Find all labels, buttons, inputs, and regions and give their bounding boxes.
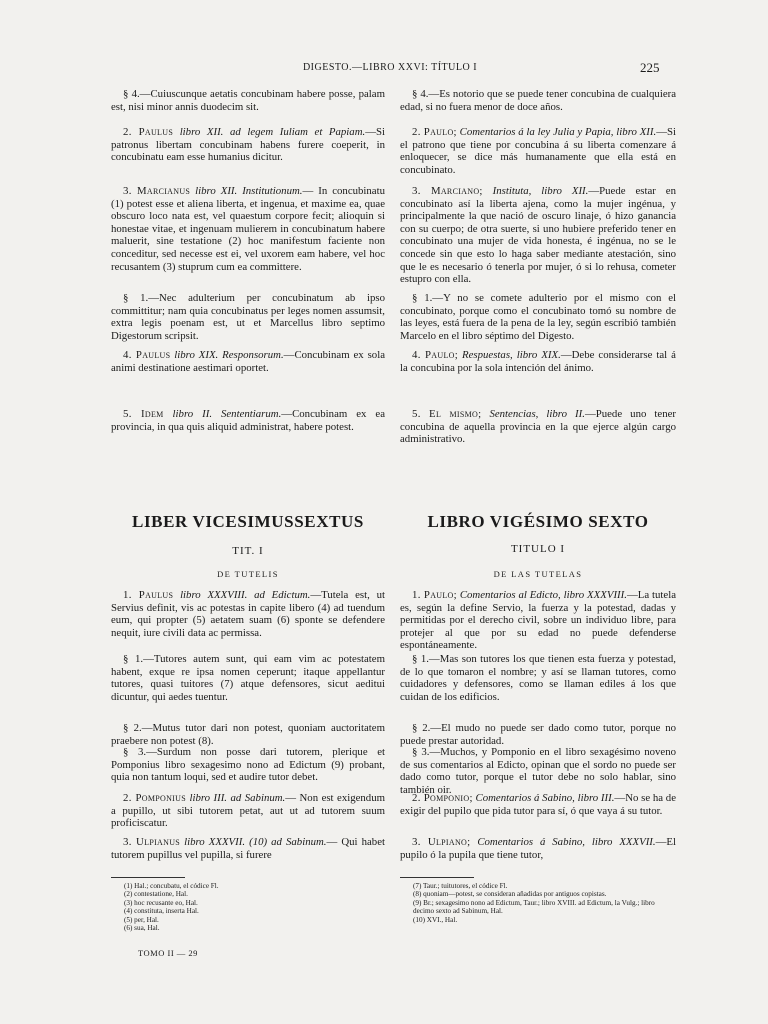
spanish-paragraph: 3. Marciano; Instituta, libro XII.—Puede estar en concubinato así la liberta ajena, como la mujer ingénua, y principalmente la que nació de oscuro linaje, ó hizo ganancia con su cuerpo; de otra suerte, si uno hubiere preferido tener en concubinato una mujer de vida honesta, é ingénua, no se le concede sin que esto lo haga saber mediante atestación, sino que le es necesario ó tenerla por mujer, ó si lo rehusa, cometer estupro con ella. <box>400 185 677 286</box>
footnote: (5) per, Hal. <box>124 915 159 924</box>
spanish-paragraph: § 4.—Es notorio que se puede tener concubina de cualquiera edad, si no fuera menor de doce años. <box>400 88 676 113</box>
spanish-title-number: TITULO I <box>510 543 566 555</box>
latin-paragraph: 5. Idem libro II. Sententiarum.—Concubinam ex ea provincia, in qua quis aliquid administrat, habere potest. <box>111 408 385 433</box>
footnote-rule-right <box>400 877 474 878</box>
spanish-paragraph: 2. Paulo; Comentarios á la ley Julia y Papia, libro XII.—Si el patrono que tiene por concubina á su liberta comenzare á enloquecer, se dice más humanamente que ella está en concubinato. <box>400 126 676 176</box>
footnotes-left <box>124 882 219 932</box>
spanish-rubric: DE LAS TUTELAS <box>493 569 583 579</box>
footnote: (8) quoniam—potest, se consideran añadidas por antiguos copistas. <box>413 890 607 899</box>
latin-paragraph: § 3.—Surdum non posse dari tutorem, plerique et Pomponius libro sexagesimo nono ad Edictum (9) probant, quia non tantum loqui, sed et audire tutor debet. <box>111 746 385 784</box>
spanish-paragraph: 2. Pomponio; Comentarios á Sabino, libro III.—No se ha de exigir del pupilo que pida tutor para sí, ó que vaya á su tutor. <box>400 792 676 817</box>
latin-paragraph: § 4.—Cuiuscunque aetatis concubinam habere posse, palam est, nisi minor annis duodecim sit. <box>111 88 385 113</box>
spanish-paragraph: § 1.—Y no se comete adulterio por el mismo con el concubinato, porque como el concubinato tomó su nombre de las leyes, está fuera de la pena de la ley, según escribió también Marcelo en el libro séptimo del Digesto. <box>400 292 676 342</box>
spanish-paragraph: § 3.—Muchos, y Pomponio en el libro sexagésimo noveno de sus comentarios al Edicto, opinan que el sordo no puede ser dado como tutor, porque el tutor debe no solo hablar, sino también oir. <box>400 746 676 796</box>
footnote: (4) constituta, inserta Hal. <box>124 907 199 916</box>
page-number: 225 <box>640 60 660 75</box>
footnote: (9) Br.; sexagesimo nono ad Edictum, Taur.; libro XVIII. ad Edictum, la Vulg.; libro decimo sexto ad Sabinum, Hal. <box>413 898 655 916</box>
spanish-paragraph: 5. El mismo; Sentencias, libro II.—Puede uno tener concubina de aquella provincia en la que ejerce algún cargo administrativo. <box>400 408 676 446</box>
volume-signature: TOMO II — 29 <box>138 948 198 958</box>
latin-title-number: TIT. I <box>232 545 264 557</box>
latin-paragraph: 3. Marcianus libro XII. Institutionum.— In concubinatu (1) potest esse et aliena liberta, et ingenua, et maxime ea, quae obscuro loco nata est, vel quaestum corpore fecit; alioquin si honestae vitae, et ingenuam mulierem in concubinatum habere maluerit, sine testatione (2) hoc manifestum faciente non conceditur, sed necesse est ei, vel uxorem eam habere, vel hoc recusantem (3) stuprum cum ea committere. <box>111 185 385 273</box>
latin-paragraph: 4. Paulus libro XIX. Responsorum.—Concubinam ex sola animi destinatione aestimari oportet. <box>111 349 385 374</box>
spanish-paragraph: § 2.—El mudo no puede ser dado como tutor, porque no puede prestar autoridad. <box>400 722 676 747</box>
spanish-book-title: LIBRO VIGÉSIMO SEXTO <box>427 512 649 531</box>
footnote: (7) Taur.; tuitutores, el códice Fl. <box>413 882 508 890</box>
spanish-paragraph: § 1.—Mas son tutores los que tienen esta fuerza y potestad, de lo que tomaron el nombre; y así se llaman tutores, como cuidadores y defensores, como se llaman ediles á los que cuidan de los edificios. <box>400 653 676 703</box>
footnote: (2) contestatione, Hal. <box>124 890 188 899</box>
spanish-paragraph: 3. Ulpiano; Comentarios á Sabino, libro XXXVII.—El pupilo ó la pupila que tiene tutor, <box>400 836 677 861</box>
latin-paragraph: 1. Paulus libro XXXVIII. ad Edictum.—Tutela est, ut Servius definit, vis ac potestas in capite libero (4) ad tuendum eum, qui propter (5) aetatem suam (6) sponte se defendere nequit, iure civili data ac permissa. <box>111 589 386 639</box>
spanish-paragraph: 4. Paulo; Respuestas, libro XIX.—Debe considerarse tal á la concubina por la sola intención del ánimo. <box>400 349 676 374</box>
footnote: (3) hoc recusante eo, Hal. <box>124 898 198 907</box>
footnotes-right <box>413 882 675 924</box>
spanish-paragraph: 1. Paulo; Comentarios al Edicto, libro XXXVIII.—La tutela es, según la define Servio, la fuerza y la potestad, dadas y permitidas por el derecho civil, sobre un individuo libre, para protejer al que por su edad no puede defenderse espontáneamente. <box>400 589 676 652</box>
footnote: (10) XVI., Hal. <box>413 915 458 924</box>
latin-paragraph: § 1.—Nec adulterium per concubinatum ab ipso committitur; nam quia concubinatus per leges nomen assumsit, extra legis poenam est, ut et Marcellus libro septimo Digestorum scripsit. <box>111 292 385 342</box>
latin-paragraph: § 2.—Mutus tutor dari non potest, quoniam auctoritatem praebere non potest (8). <box>111 722 385 747</box>
footnote: (1) Hal.; concubatu, el códice Fl. <box>124 882 219 890</box>
footnote-rule-left <box>111 877 185 878</box>
latin-paragraph: 2. Paulus libro XII. ad legem Iuliam et Papiam.—Si patronus libertam concubinam habens furere coeperit, in concubinatu eam esse humanius dicitur. <box>111 126 386 164</box>
latin-book-title: LIBER VICESIMUSSEXTUS <box>132 512 364 531</box>
latin-paragraph: 3. Ulpianus libro XXXVII. (10) ad Sabinum.— Qui habet tutorem pupillus vel pupilla, si furere <box>111 836 385 861</box>
running-head: DIGESTO.—LIBRO XXVI: TÍTULO I <box>302 62 478 73</box>
latin-paragraph: 2. Pomponius libro III. ad Sabinum.— Non est exigendum a pupillo, ut sibi tutorem petat, aut ut ad tutorem suum proficiscatur. <box>111 792 386 830</box>
footnote: (6) sua, Hal. <box>124 924 160 933</box>
latin-paragraph: § 1.—Tutores autem sunt, qui eam vim ac potestatem habent, exque re ipsa nomen ceperunt; itaque appellantur tutores, quasi tuitores (7) atque defensores, sicut aeditui dicuntur, qui aedes tuentur. <box>111 653 385 703</box>
latin-rubric: DE TUTELIS <box>217 569 279 579</box>
